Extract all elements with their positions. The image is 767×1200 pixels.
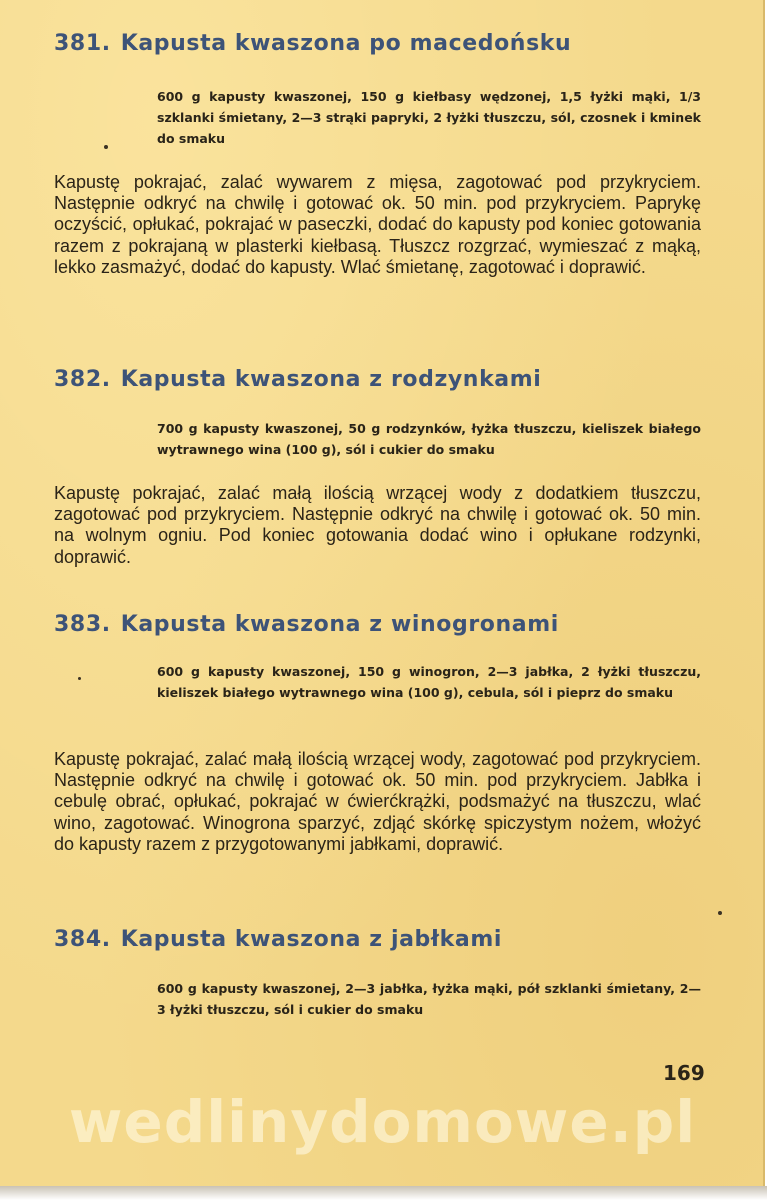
recipe-title-383 xyxy=(54,612,559,637)
recipe-title-382 xyxy=(54,367,541,392)
ingredients-383: 600 g kapusty kwaszonej, 150 g winogron, 2—3 jabłka, 2 łyżki tłuszczu, kieliszek białego wytrawnego wina (100 g), cebula, sól i pieprz do smaku xyxy=(157,664,701,700)
watermark: wedlinydomowe.pl xyxy=(68,1088,697,1156)
recipe-number: 384. xyxy=(54,927,111,952)
recipe-name: Kapusta kwaszona z rodzynkami xyxy=(120,367,542,392)
method-381: Kapustę pokrajać, zalać wywarem z mięsa, zagotować pod przykryciem. Następnie odkryć na chwilę i gotować ok. 50 min. pod przykryciem. Paprykę oczyścić, opłukać, pokrajać w paseczki, dodać do kapusty pod koniec gotowania razem z pokrajaną w plasterki kiełbasą. Tłuszcz rozgrzać, wymieszać z mąką, lekko zasmażyć, dodać do kapusty. Wlać śmietanę, zagotować i doprawić. xyxy=(54,172,701,277)
print-speck xyxy=(104,145,108,149)
ingredients-382: 700 g kapusty kwaszonej, 50 g rodzynków, łyżka tłuszczu, kieliszek białego wytrawnego wina (100 g), sól i cukier do smaku xyxy=(157,421,701,457)
recipe-number: 383. xyxy=(54,612,111,637)
recipe-name: Kapusta kwaszona z winogronami xyxy=(120,612,559,637)
recipe-number: 382. xyxy=(54,367,111,392)
print-speck xyxy=(78,677,81,680)
recipe-name: Kapusta kwaszona po macedońsku xyxy=(120,31,572,56)
recipe-number: 381. xyxy=(54,31,111,56)
recipe-title-384 xyxy=(54,927,502,952)
page-edge-shadow xyxy=(0,1186,767,1200)
method-383: Kapustę pokrajać, zalać małą ilością wrzącej wody, zagotować pod przykryciem. Następnie odkryć na chwilę i gotować ok. 50 min. pod przykryciem. Jabłka i cebulę obrać, opłukać, pokrajać w ćwierćkrążki, podsmażyć na tłuszczu, wlać wino, zagotować. Winogrona sparzyć, zdjąć skórkę spiczystym nożem, włożyć do kapusty razem z przygotowanymi jabłkami, doprawić. xyxy=(54,749,701,854)
ingredients-381: 600 g kapusty kwaszonej, 150 g kiełbasy wędzonej, 1,5 łyżki mąki, 1/3 szklanki śmietany, 2—3 strąki papryki, 2 łyżki tłuszczu, sól, czosnek i kminek do smaku xyxy=(157,89,701,146)
recipe-title-381 xyxy=(54,31,571,56)
method-382: Kapustę pokrajać, zalać małą ilością wrzącej wody z dodatkiem tłuszczu, zagotować pod przykryciem. Następnie odkryć na chwilę i gotować ok. 50 min. na wolnym ogniu. Pod koniec gotowania dodać wino i opłukane rodzynki, doprawić. xyxy=(54,483,701,567)
page-number: 169 xyxy=(663,1061,705,1085)
ingredients-384: 600 g kapusty kwaszonej, 2—3 jabłka, łyżka mąki, pół szklanki śmietany, 2—3 łyżki tłuszczu, sól i cukier do smaku xyxy=(157,981,701,1017)
recipe-name: Kapusta kwaszona z jabłkami xyxy=(120,927,502,952)
print-speck xyxy=(718,911,722,915)
